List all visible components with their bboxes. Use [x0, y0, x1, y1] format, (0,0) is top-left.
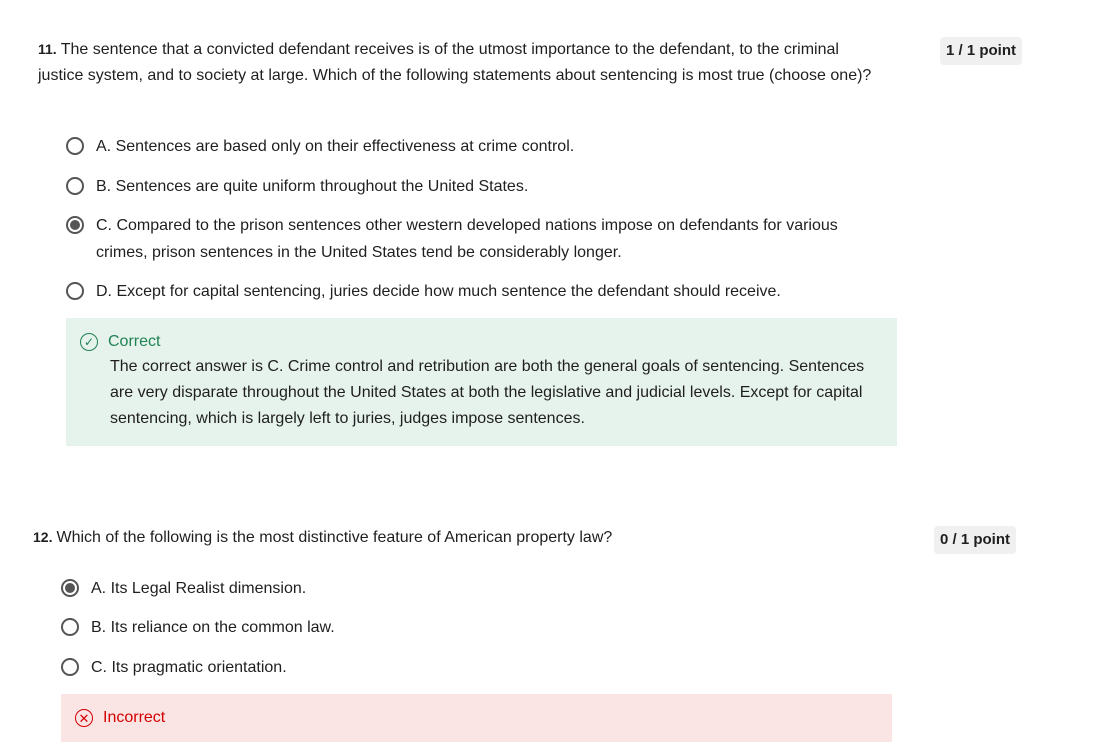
option-b[interactable] [61, 614, 861, 641]
option-label: B. Sentences are quite uniform throughout the United States. [96, 178, 529, 195]
feedback-title [80, 330, 160, 354]
question-text: Which of the following is the most distinctive feature of American property law? [56, 529, 613, 546]
option-label: D. Except for capital sentencing, juries decide how much sentence the defendant should receive. [96, 283, 781, 300]
feedback-correct [66, 318, 897, 446]
radio-button-selected[interactable] [66, 216, 84, 234]
option-label: C. Compared to the prison sentences other western developed nations impose on defendants for various crimes, prison sentences in the United States tend be considerably longer. [96, 217, 838, 261]
question-prompt [38, 36, 883, 89]
feedback-explanation: The correct answer is C. Crime control and retribution are both the general goals of sentencing. Sentences are very disparate throughout the United States at both the legislative and judicial levels. Except for capital sentencing, which is largely left to juries, judges impose sentences. [110, 358, 865, 427]
feedback-title [75, 706, 165, 730]
feedback-status: Correct [108, 333, 161, 350]
question-text: The sentence that a convicted defendant receives is of the utmost importance to the defendant, to the criminal justice system, and to society at large. Which of the following statements about sentencing is most true (choose one)? [38, 41, 872, 84]
option-d[interactable] [66, 278, 866, 305]
radio-button[interactable] [61, 618, 79, 636]
question-number: 12. [33, 529, 53, 545]
radio-button[interactable] [66, 137, 84, 155]
feedback-status: Incorrect [103, 709, 166, 726]
radio-button[interactable] [66, 282, 84, 300]
option-label: A. Sentences are based only on their effectiveness at crime control. [96, 138, 575, 155]
option-c[interactable] [66, 212, 866, 266]
option-label: C. Its pragmatic orientation. [91, 659, 287, 676]
feedback-incorrect [61, 694, 892, 742]
option-label: B. Its reliance on the common law. [91, 619, 335, 636]
option-a[interactable] [61, 575, 861, 602]
question-prompt [33, 524, 883, 551]
radio-button[interactable] [66, 177, 84, 195]
option-c[interactable] [61, 654, 861, 681]
points-badge: 1 / 1 point [940, 37, 1022, 65]
question-number: 11. [38, 41, 57, 57]
points-badge: 0 / 1 point [934, 526, 1016, 554]
option-b[interactable] [66, 173, 866, 200]
check-circle-icon: ✓ [80, 333, 98, 351]
x-circle-icon: ✕ [75, 709, 93, 727]
radio-button[interactable] [61, 658, 79, 676]
radio-button-selected[interactable] [61, 579, 79, 597]
option-label: A. Its Legal Realist dimension. [91, 580, 307, 597]
option-a[interactable] [66, 133, 866, 160]
